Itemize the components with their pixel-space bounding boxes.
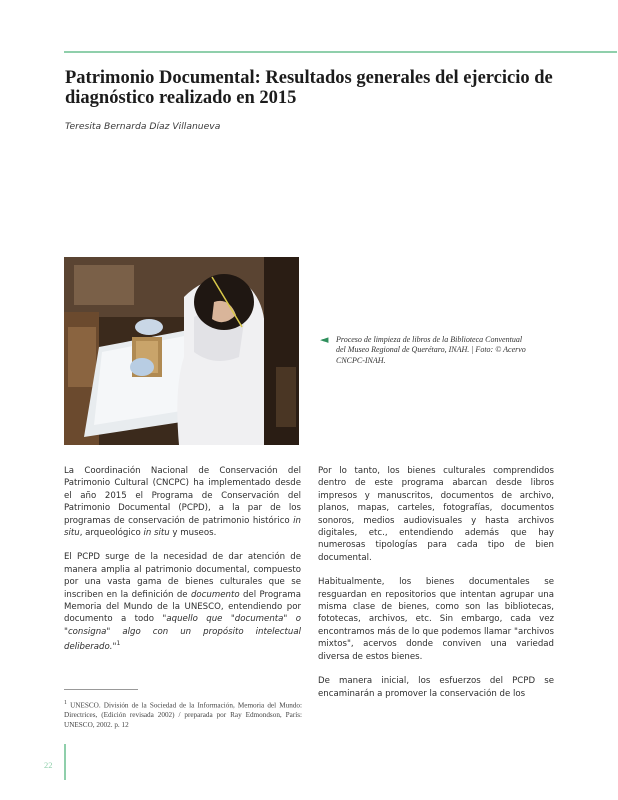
body-column-right [318, 465, 554, 712]
article-photo [64, 257, 299, 445]
footnote-text: UNESCO. División de la Sociedad de la Información, Memoria del Mundo: Directrices, (Edición revisada 2002) / preparada por Ray Edmondson, París: UNESCO, 2002. p. 12 [64, 701, 302, 729]
footnote-ref[interactable]: 1 [116, 640, 121, 648]
article-title: Patrimonio Documental: Resultados generales del ejercicio de diagnóstico realizado en 2015 [65, 68, 553, 108]
paragraph: La Coordinación Nacional de Conservación del Patrimonio Cultural (CNCPC) ha implementado desde el año 2015 el Programa de Conservación del Patrimonio Documental (PCPD), a la par de los programas de conservación de patrimonio histórico in situ, arqueológico in situ y museos. [64, 466, 301, 539]
paragraph: De manera inicial, los esfuerzos del PCPD se encaminarán a promover la conservación de los [318, 676, 554, 699]
footnote-rule [64, 689, 138, 690]
body-column-left [64, 465, 301, 666]
photo-caption: Proceso de limpieza de libros de la Biblioteca Conventual del Museo Regional de Querétaro, INAH. | Foto: © Acervo CNCPC-INAH. [336, 335, 526, 365]
footnote-number: 1 [64, 700, 67, 706]
page-number: 22 [44, 760, 53, 770]
paragraph: El PCPD surge de la necesidad de dar atención de manera amplia al patrimonio documental, compuesto por una vasta gama de bienes culturales que se inscriben en la definición de documento del Programa Memoria del Mundo de la UNESCO, entendiendo por documento a todo "aquello que "documenta" o "consigna" algo con un propósito intelectual deliberado."$^1$ [64, 552, 301, 653]
header-rule [64, 51, 617, 53]
paragraph: Habitualmente, los bienes documentales se resguardan en repositorios que intentan agrupar una misma clase de bienes, como son las bibliotecas, fototecas, archivos, etc. Sin embargo, cada vez encontramos más de lo que podemos llamar "archivos mixtos", acervos donde conviven una variedad diversa de estos bienes. [318, 577, 554, 662]
page-number-rule [64, 744, 66, 780]
caption-arrow-icon: ◄ [320, 333, 329, 346]
paragraph: Por lo tanto, los bienes culturales comprendidos dentro de este programa abarcan desde libros impresos y manuscritos, documentos de archivo, planos, mapas, carteles, fotografías, documentos sonoros, medios audiovisuales y hasta archivos digitales, etc., entendiendo además que hay numerosas tipologías para cada tipo de bien documental. [318, 466, 554, 563]
author-name: Teresita Bernarda Díaz Villanueva [65, 121, 221, 132]
footnote [64, 699, 302, 730]
